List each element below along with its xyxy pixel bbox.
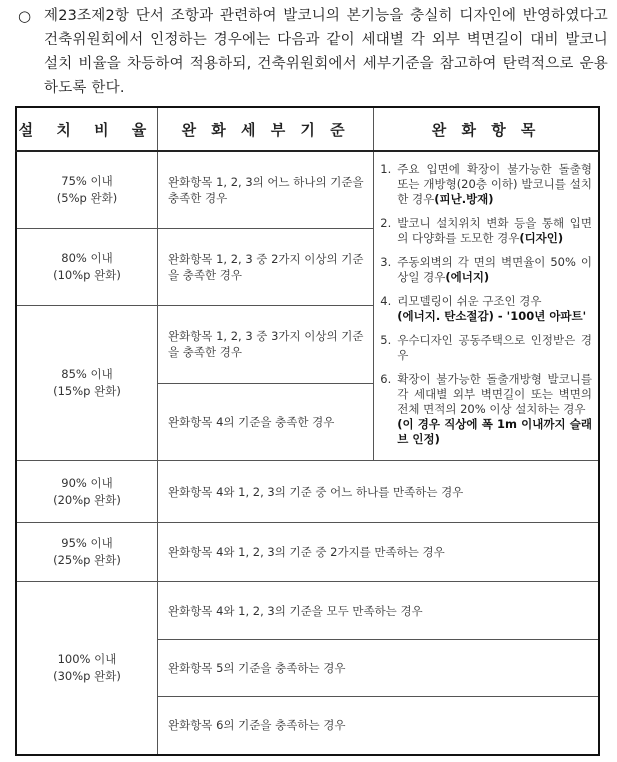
- criteria-cell: 완화항목 1, 2, 3 중 2가지 이상의 기준을 충족한 경우: [157, 228, 373, 305]
- table-row: [16, 151, 599, 228]
- rate-cell: [16, 523, 157, 582]
- rate-cell: [16, 582, 157, 755]
- criteria-cell: 완화항목 6의 기준을 충족하는 경우: [157, 697, 599, 755]
- rate-relief: (15%p 완화): [53, 383, 121, 398]
- rate-cell: [16, 461, 157, 523]
- rate-cell: [16, 151, 157, 228]
- rate-value: 75% 이내: [61, 173, 113, 188]
- item-number: 3.: [380, 255, 392, 269]
- rate-value: 100% 이내: [57, 651, 117, 666]
- rate-relief: (10%p 완화): [53, 267, 121, 282]
- criteria-cell: 완화항목 1, 2, 3 중 3가지 이상의 기준을 충족한 경우: [157, 305, 373, 384]
- item-text: 리모델링이 쉬운 구조인 경우: [397, 294, 542, 308]
- item-number: 5.: [380, 333, 392, 347]
- criteria-cell: 완화항목 4와 1, 2, 3의 기준 중 어느 하나를 만족하는 경우: [157, 461, 599, 523]
- criteria-cell: 완화항목 4의 기준을 충족한 경우: [157, 384, 373, 461]
- table-header-row: [16, 107, 599, 151]
- table-row: [16, 523, 599, 582]
- rate-value: 90% 이내: [61, 475, 113, 490]
- header-relief-criteria: 완 화 세 부 기 준: [157, 107, 373, 151]
- rate-value: 95% 이내: [61, 536, 113, 550]
- item-number: 1.: [380, 162, 392, 176]
- item-category: (에너지): [445, 270, 490, 284]
- rate-relief: (30%p 완화): [53, 668, 121, 683]
- item-category: (디자인): [519, 231, 564, 245]
- table-row: [16, 582, 599, 640]
- header-install-ratio: 설 치 비 율: [16, 107, 157, 151]
- balcony-ratio-table: [15, 106, 600, 756]
- criteria-cell: 완화항목 4와 1, 2, 3의 기준 중 2가지를 만족하는 경우: [157, 523, 599, 582]
- intro-text: 제23조제2항 단서 조항과 관련하여 발코니의 본기능을 충실히 디자인에 반영하였다고 건축위원회에서 인정하는 경우에는 다음과 같이 세대별 각 외부 벽면길이 대비 발코니 설치 비율을 차등하여 적용하되, 건축위원회에서 세부기준을 참고하여 탄력적으로 운용하도록 한다.: [44, 8, 608, 96]
- rate-cell: [16, 228, 157, 305]
- criteria-cell: 완화항목 4와 1, 2, 3의 기준을 모두 만족하는 경우: [157, 582, 599, 640]
- rate-value: 80% 이내: [61, 250, 113, 265]
- rate-relief: (20%p 완화): [53, 492, 121, 507]
- rate-relief: (5%p 완화): [56, 190, 118, 205]
- intro-paragraph: [18, 4, 608, 100]
- item-category: (에너지. 탄소절감) - '100년 아파트': [397, 309, 587, 323]
- relief-item-4: [380, 294, 592, 324]
- item-text: 우수디자인 공동주택으로 인정받은 경우: [397, 333, 592, 362]
- rate-cell: [16, 305, 157, 461]
- relief-items-cell: [374, 151, 599, 461]
- item-text: 발코니 설치위치 변화 등을 통해 입면의 다양화를 도모한 경우: [397, 216, 592, 245]
- header-relief-items: 완 화 항 목: [374, 107, 599, 151]
- item-category: (이 경우 직상에 폭 1m 이내까지 슬래브 인정): [397, 417, 592, 446]
- relief-item-1: [380, 162, 592, 207]
- table-row: [16, 461, 599, 523]
- relief-item-5: [380, 333, 592, 363]
- circle-bullet-icon: ○: [18, 7, 32, 25]
- relief-item-2: [380, 216, 592, 246]
- item-number: 2.: [380, 216, 392, 230]
- criteria-cell: 완화항목 5의 기준을 충족하는 경우: [157, 640, 599, 697]
- item-category: (피난.방재): [434, 192, 494, 206]
- relief-item-6: [380, 372, 592, 447]
- item-text: 확장이 불가능한 돌출개방형 발코니를 각 세대별 외부 벽면길이 또는 벽면의 전체 면적의 20% 이상 설치하는 경우: [397, 372, 592, 416]
- item-text: 주요 입면에 확장이 불가능한 돌출형 또는 개방형(20층 이하) 발코니를 설치한 경우: [397, 162, 592, 206]
- item-number: 4.: [380, 294, 392, 308]
- item-text: 주동외벽의 각 면의 벽면율이 50% 이상일 경우: [397, 255, 592, 284]
- criteria-cell: 완화항목 1, 2, 3의 어느 하나의 기준을 충족한 경우: [157, 151, 373, 228]
- relief-item-3: [380, 255, 592, 285]
- item-number: 6.: [380, 372, 392, 386]
- rate-relief: (25%p 완화): [53, 553, 121, 567]
- rate-value: 85% 이내: [61, 366, 113, 381]
